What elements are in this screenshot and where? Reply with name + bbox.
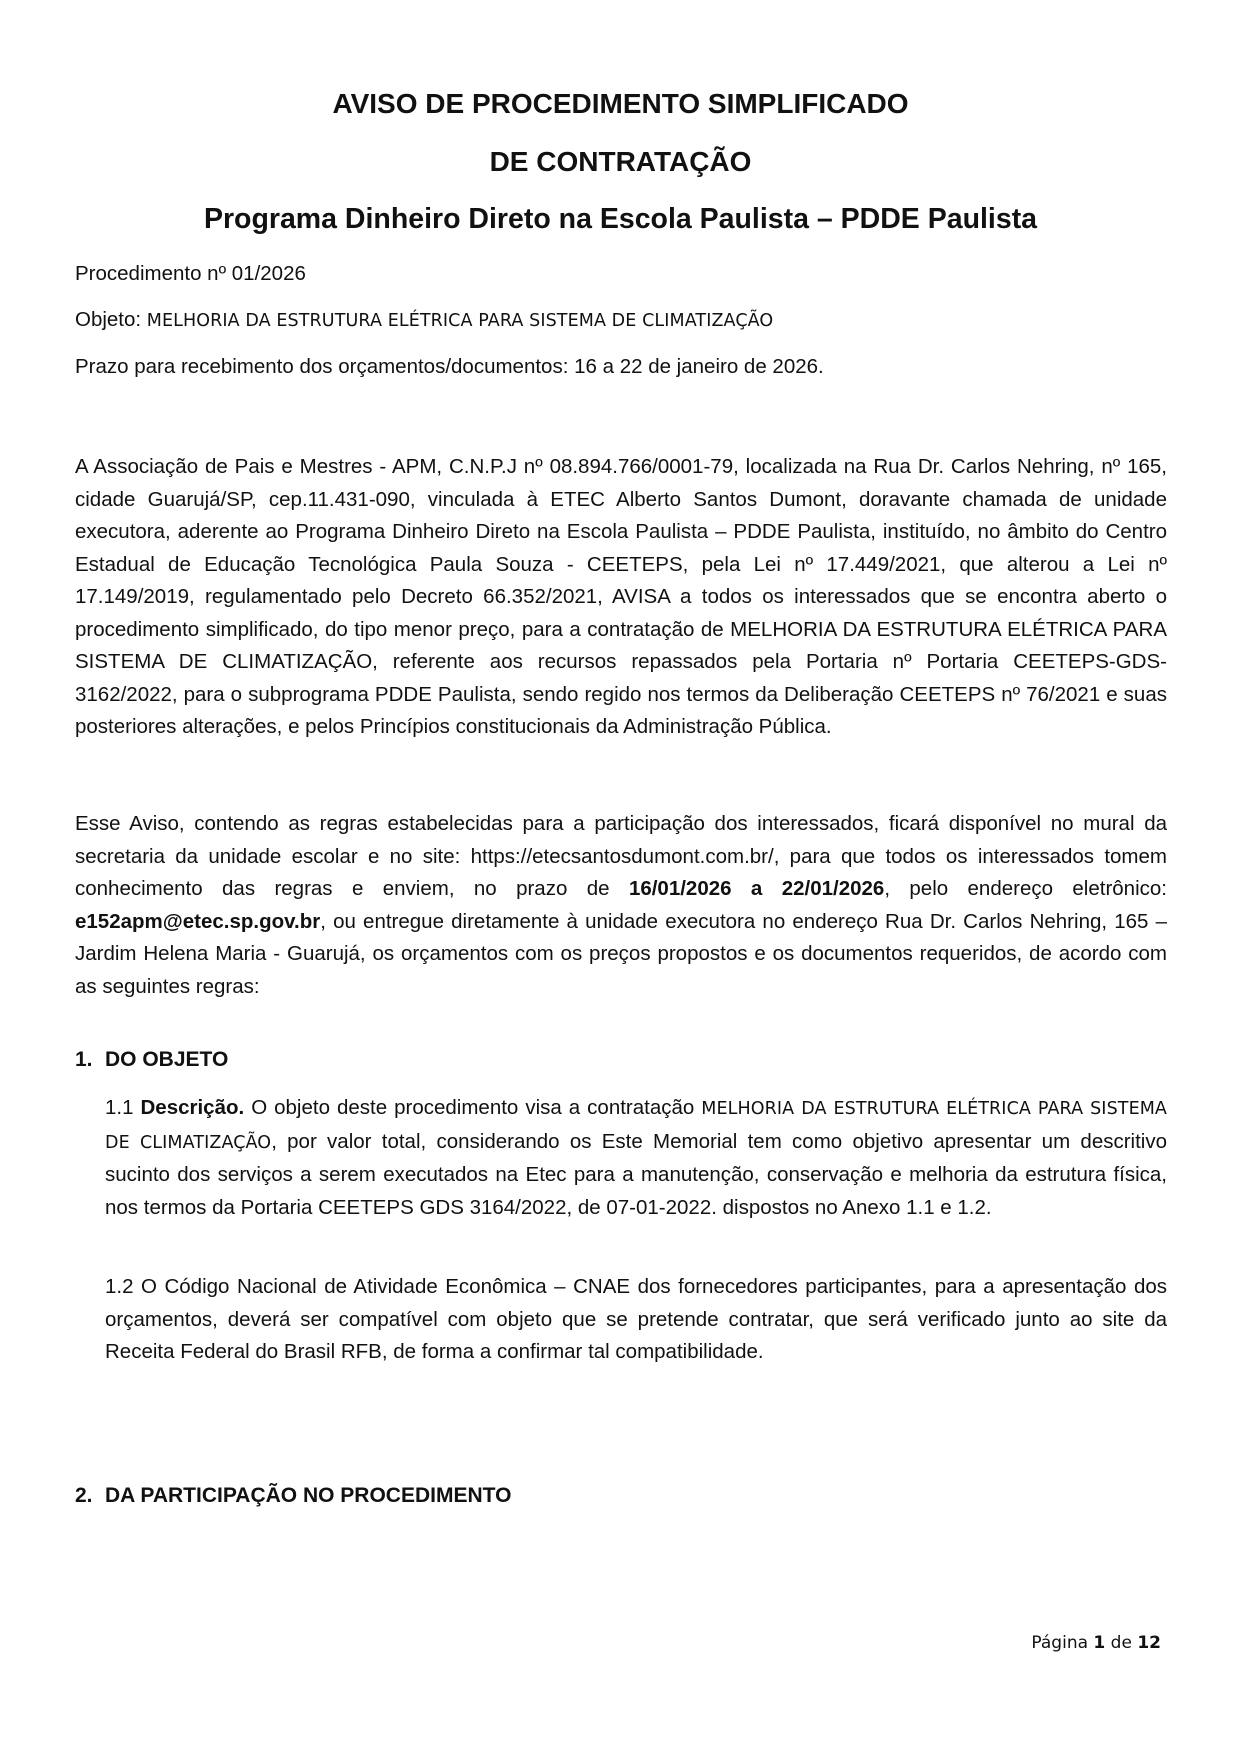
intro-paragraph: A Associação de Pais e Mestres - APM, C.N.P.J nº 08.894.766/0001-79, localizada na Rua Dr. Carlos Nehring, nº 165, cidade Guarujá/SP, cep.11.431-090, vinculada à ETEC Alberto Santos Dumont, doravante chamada de unidade executora, aderente ao Programa Dinheiro Direto na Escola Paulista – PDDE Paulista, instituído, no âmbito do Centro Estadual de Educação Tecnológica Paula Souza - CEETEPS, pela Lei nº 17.449/2021, que alterou a Lei nº 17.149/2019, regulamentado pelo Decreto 66.352/2021, AVISA a todos os interessados que se encontra aberto o procedimento simplificado, do tipo menor preço, para a contratação de MELHORIA DA ESTRUTURA ELÉTRICA PARA SISTEMA DE CLIMATIZAÇÃO, referente aos recursos repassados pela Portaria nº Portaria CEETEPS-GDS-3162/2022, para o subprograma PDDE Paulista, sendo regido nos termos da Deliberação CEETEPS nº 76/2021 e suas posteriores alterações, e pelos Princípios constitucionais da Administração Pública. xyxy=(75,455,1167,738)
page-of: de xyxy=(1105,1633,1138,1653)
procedure-number: Procedimento nº 01/2026 xyxy=(75,262,306,285)
page-total: 12 xyxy=(1137,1633,1161,1653)
object-line xyxy=(75,308,773,332)
item-1-object-value: MELHORIA DA ESTRUTURA ELÉTRICA PARA SISTEMA DE CLIMATIZAÇÃO xyxy=(105,1099,1167,1153)
section-1-number: 1. xyxy=(75,1048,93,1071)
section-2-heading xyxy=(75,1484,511,1508)
item-1-number: 1.1 xyxy=(105,1096,141,1119)
page-number xyxy=(1031,1633,1161,1653)
item-1-label: Descrição. xyxy=(140,1096,245,1119)
document-title-line2: DE CONTRATAÇÃO xyxy=(489,146,752,177)
notice-text-1: Esse Aviso, contendo as regras estabelecidas para a participação dos interessados, ficará disponível no mural da secretaria da unidade escolar e no site: https://etecsantosdumont.com.br/, para que todos os interessados tomem conhecimento das regras e enviem, no prazo de xyxy=(75,812,1167,900)
section-1-heading xyxy=(75,1048,228,1072)
section-2-number: 2. xyxy=(75,1484,93,1507)
document-title-line1: AVISO DE PROCEDIMENTO SIMPLIFICADO xyxy=(332,88,909,119)
notice-text-3: , ou entregue diretamente à unidade executora no endereço Rua Dr. Carlos Nehring, 165 – Jardim Helena Maria - Guarujá, os orçamentos com os preços propostos e os documentos requeridos, de acordo com as seguintes regras: xyxy=(75,909,1167,998)
object-label: Objeto: xyxy=(75,308,147,331)
object-value: MELHORIA DA ESTRUTURA ELÉTRICA PARA SISTEMA DE CLIMATIZAÇÃO xyxy=(146,311,774,331)
page-current: 1 xyxy=(1093,1633,1106,1653)
notice-dates: 16/01/2026 a 22/01/2026 xyxy=(628,877,885,900)
section-1-title: DO OBJETO xyxy=(105,1048,229,1071)
document-subtitle: Programa Dinheiro Direto na Escola Paulista – PDDE Paulista xyxy=(203,203,1038,235)
page-label: Página xyxy=(1031,1633,1094,1653)
item-1-text-a: O objeto deste procedimento visa a contratação xyxy=(244,1096,702,1119)
section-2-title: DA PARTICIPAÇÃO NO PROCEDIMENTO xyxy=(105,1484,512,1507)
notice-paragraph xyxy=(75,808,1167,1003)
item-1-text-b: , por valor total, considerando os Este Memorial tem como objetivo apresentar um descritivo sucinto dos serviços a serem executados na Etec para a manutenção, conservação e melhoria da estrutura física, nos termos da Portaria CEETEPS GDS 3164/2022, de 07-01-2022. dispostos no Anexo 1.1 e 1.2. xyxy=(105,1129,1168,1219)
deadline-line: Prazo para recebimento dos orçamentos/documentos: 16 a 22 de janeiro de 2026. xyxy=(75,355,824,378)
section-1-item-1 xyxy=(105,1092,1167,1224)
notice-email: e152apm@etec.sp.gov.br xyxy=(75,909,321,933)
notice-text-2: , pelo endereço eletrônico: xyxy=(884,877,1167,900)
section-1-item-2: 1.2 O Código Nacional de Atividade Econômica – CNAE dos fornecedores participantes, para a apresentação dos orçamentos, deverá ser compatível com objeto que se pretende contratar, que será verificado junto ao site da Receita Federal do Brasil RFB, de forma a confirmar tal compatibilidade. xyxy=(105,1275,1167,1363)
